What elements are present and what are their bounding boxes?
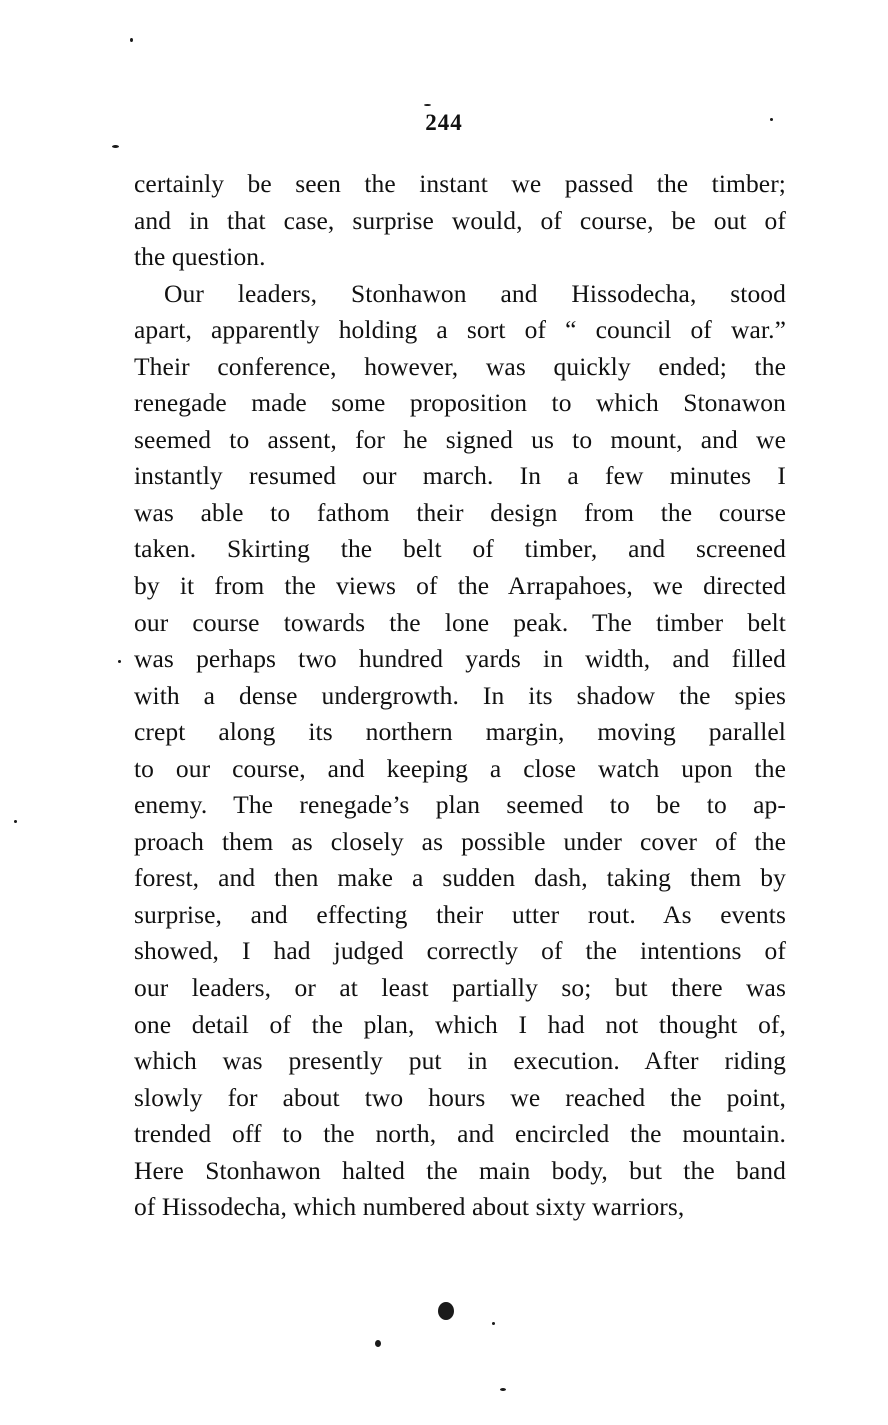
- text-line: the question.: [134, 242, 266, 272]
- text-line: renegade made some proposition to which Stonawon: [134, 388, 786, 418]
- text-line: to our course, and keeping a close watch upon the: [134, 753, 786, 783]
- text-line: enemy. The renegade’s plan seemed to be to ap-: [134, 790, 786, 820]
- text-line: one detail of the plan, which I had not thought of,: [134, 1009, 786, 1039]
- text-line: of Hissodecha, which numbered about sixty warriors,: [134, 1192, 685, 1222]
- text-line: surprise, and effecting their utter rout. As events: [134, 899, 786, 929]
- text-line: instantly resumed our march. In a few minutes I: [134, 461, 786, 491]
- text-line: with a dense undergrowth. In its shadow the spies: [134, 680, 786, 710]
- text-line: proach them as closely as possible under cover of the: [134, 826, 786, 856]
- text-line: crept along its northern margin, moving parallel: [134, 717, 786, 747]
- ink-speck: [492, 1322, 495, 1325]
- text-line: taken. Skirting the belt of timber, and screened: [134, 534, 786, 564]
- ink-speck: [500, 1388, 506, 1391]
- text-line: was able to fathom their design from the course: [134, 497, 786, 527]
- text-line: our course towards the lone peak. The timber belt: [134, 607, 786, 637]
- ink-speck: [112, 145, 119, 148]
- text-line: Here Stonhawon halted the main body, but the band: [134, 1155, 786, 1185]
- page-number: 244: [425, 110, 463, 135]
- ink-speck: [130, 38, 133, 42]
- ink-speck: [14, 820, 17, 823]
- text-line: and in that case, surprise would, of course, be out of: [134, 205, 786, 235]
- body-text: [134, 166, 786, 1226]
- text-line: which was presently put in execution. After riding: [134, 1046, 786, 1076]
- text-line: slowly for about two hours we reached the point,: [134, 1082, 786, 1112]
- ink-speck: [770, 118, 773, 121]
- text-line: apart, apparently holding a sort of “ council of war.”: [134, 315, 786, 345]
- text-line: by it from the views of the Arrapahoes, we directed: [134, 571, 786, 601]
- text-line: our leaders, or at least partially so; but there was: [134, 973, 786, 1003]
- text-line: certainly be seen the instant we passed the timber;: [134, 169, 786, 198]
- ink-speck: [438, 1302, 454, 1320]
- text-line: forest, and then make a sudden dash, taking them by: [134, 863, 786, 893]
- text-line: showed, I had judged correctly of the intentions of: [134, 936, 786, 966]
- ink-speck: [424, 104, 431, 106]
- ink-speck: [375, 1340, 381, 1347]
- text-line: trended off to the north, and encircled the mountain.: [134, 1119, 786, 1149]
- text-line: was perhaps two hundred yards in width, and filled: [134, 644, 786, 674]
- text-line: seemed to assent, for he signed us to mount, and we: [134, 424, 786, 454]
- ink-speck: [118, 660, 121, 663]
- text-line: Our leaders, Stonhawon and Hissodecha, stood: [164, 278, 786, 308]
- text-line: Their conference, however, was quickly ended; the: [134, 351, 786, 381]
